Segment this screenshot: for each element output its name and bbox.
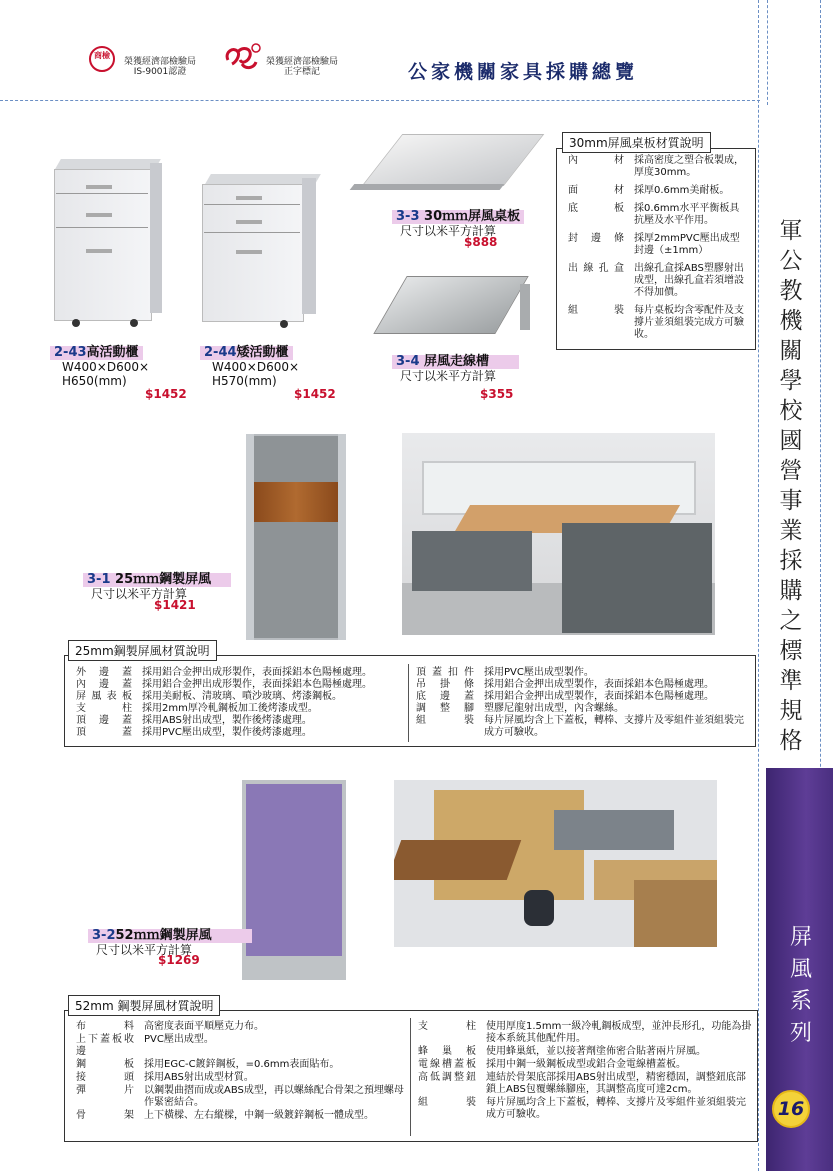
cert2-line2: 正字標記 [284,67,321,77]
side-vertical-char: 標 [779,638,803,664]
series-label-char: 屏 [789,925,812,950]
spec-key: 支柱 [76,703,132,714]
spec-key: 內邊蓋 [76,679,132,690]
spec52-right [418,1021,752,1122]
spec-key: 調整腳 [416,703,474,714]
series-label-char: 系 [789,989,812,1014]
spec-row [76,1072,406,1084]
right-divider [758,0,759,1171]
spec-value: 上下橫樑、左右縱樑，中鋼一級鍍鋅鋼板一體成型。 [144,1110,374,1121]
office-photo-1 [402,433,715,635]
spec-row [76,1034,406,1058]
spec-key: 外邊蓋 [76,667,132,678]
spec-value: 採用PVC壓出成型，製作後烤漆處理。 [142,727,312,738]
spec-value: 每片桌板均含零配件及支撐片並須組裝完成方可驗收。 [634,305,744,340]
cert1-line2: IS-9001認證 [133,67,187,77]
spec-key: 上下蓋板收邊 [76,1034,134,1057]
spec-value: PVC壓出成型。 [144,1034,214,1045]
spec-key: 彈片 [76,1085,134,1096]
product-32-code: 3-2 [92,928,116,943]
spec-key: 蜂巢板 [418,1046,476,1057]
cert1-seal-icon: 商檢 [89,46,115,72]
spec-row [416,703,750,715]
spec-value: 採用美耐板、清玻璃、噴沙玻璃、烤漆鋼板。 [142,691,342,702]
side-vertical-char: 事 [779,488,803,514]
panel-25mm-image [240,434,350,640]
spec-key: 出線孔盒 [568,263,624,274]
product-243-dim2: H650(mm) [62,374,127,388]
spec-value: 以鋼製曲摺而成或ABS成型，再以螺絲配合骨架之預埋螺母作緊密結合。 [144,1085,404,1108]
cable-tray-image [360,268,545,348]
product-31-price: $1421 [154,598,196,612]
spec-row [416,691,750,703]
spec-value: 出線孔盒採ABS塑膠射出成型，出線孔盒若須增設不得加價。 [634,263,744,298]
product-243 [50,345,149,388]
spec-row [416,715,750,739]
spec30-title: 30mm屏風桌板材質說明 [562,132,711,153]
spec-value: 採高密度之塑合板製成，厚度30mm。 [634,155,744,178]
spec-value: 高密度表面平順壓克力布。 [144,1021,264,1032]
spec-row [416,667,750,679]
page-title: 公家機關家具採購總覽 [408,61,639,83]
side-vertical-char: 規 [779,698,803,724]
spec-row [76,703,404,715]
product-243-price: $1452 [145,387,187,401]
page-number: 16 [772,1090,810,1128]
side-vertical-char: 學 [779,368,803,394]
cert2-line1: 榮獲經濟部檢驗局 [266,57,339,67]
spec-row [568,263,748,299]
product-33 [392,209,524,238]
spec-key: 鋼板 [76,1059,134,1070]
spec-row [76,667,404,679]
spec-key: 底邊蓋 [416,691,474,702]
spec-row [568,233,748,257]
spec-key: 頂蓋扣件 [416,667,474,678]
side-vertical-char: 業 [779,518,803,544]
spec-value: 每片屏風均含上下蓋板，轉棒、支撐片及零組件並須組裝完成方可驗收。 [486,1097,746,1120]
spec-row [418,1021,752,1045]
spec-row [76,727,404,739]
panel-52mm-image [238,780,350,980]
spec-key: 頂蓋 [76,727,132,738]
spec52-title: 52mm 鋼製屏風材質說明 [68,995,220,1016]
spec-value: 採用中鋼一級鋼板成型或鋁合金電線槽蓋板。 [486,1059,686,1070]
product-243-code: 2-43 [54,345,87,360]
spec-key: 接頭 [76,1072,134,1083]
spec-row [418,1072,752,1096]
side-vertical-char: 之 [779,608,803,634]
spec-key: 電線槽蓋板 [418,1059,476,1070]
spec-value: 採用鋁合金押出成型製作，表面採鋁本色陽極處理。 [484,691,714,702]
cert1 [124,57,196,77]
spec-key: 吊掛條 [416,679,474,690]
office-photo-2 [394,780,717,947]
product-34 [392,354,519,383]
series-label-char: 列 [789,1021,812,1046]
series-label [786,922,816,1050]
spec-value: 採用鋁合金押出成型製作，表面採鋁本色陽極處理。 [484,679,714,690]
spec-key: 布料 [76,1021,134,1032]
spec-value: 採用鋁合金押出成形製作，表面採鋁本色陽極處理。 [142,679,372,690]
spec25-left [76,667,404,739]
spec-value: 連結於骨架底部採用ABS射出成型，精密穩固，調整鈕底部鎖上ABS包覆螺絲腳座，其調整高度可達2cm。 [486,1072,746,1095]
spec-value: 使用厚度1.5mm一級冷軋鋼板成型，並沖長形孔，功能為掛接本系統其他配件用。 [486,1021,752,1044]
spec-key: 組裝 [416,715,474,726]
spec-row [418,1046,752,1058]
spec-key: 底板 [568,203,624,214]
side-vertical-char: 校 [779,398,803,424]
spec-row [76,679,404,691]
product-33-price: $888 [464,235,498,249]
side-vertical-char: 準 [779,668,803,694]
spec-row [418,1059,752,1071]
series-label-char: 風 [789,957,812,982]
spec-value: 使用蜂巢紙，並以接著劑塗佈密合貼著兩片屏風。 [486,1046,706,1057]
spec-value: 採厚2mmPVC壓出成型封邊（±1mm） [634,233,740,256]
spec-key: 高低調整鈕 [418,1072,476,1083]
spec-row [568,185,748,197]
spec-key: 屏風表板 [76,691,132,702]
product-34-unit: 尺寸以米平方計算 [400,369,497,383]
side-vertical-text [776,216,806,756]
product-34-code: 3-4 [396,354,420,369]
spec-value: 採厚0.6mm美耐板。 [634,185,730,196]
cert1-line1: 榮獲經濟部檢驗局 [124,57,197,67]
spec-key: 面材 [568,185,624,196]
side-vertical-char: 公 [779,248,803,274]
right-divider-2 [767,0,768,105]
spec-row [76,1059,406,1071]
spec52-left [76,1021,406,1123]
spec-row [416,679,750,691]
spec-value: 採用PVC壓出成型製作。 [484,667,594,678]
product-244-name: 矮活動櫃 [236,345,289,360]
spec-key: 組裝 [418,1097,476,1108]
spec-value: 塑膠尼龍射出成型，內含螺絲。 [484,703,624,714]
top-divider [0,100,760,101]
product-244 [200,345,299,388]
product-31 [83,572,231,601]
spec-key: 支柱 [418,1021,476,1032]
product-32-price: $1269 [158,953,200,967]
spec-row [76,1085,406,1109]
spec-value: 採用EGC-C鍍鋅鋼板，=0.6mm表面貼布。 [144,1059,340,1070]
spec25-title: 25mm鋼製屏風材質說明 [68,640,217,661]
spec-row [418,1097,752,1121]
product-34-name: 屏風走線槽 [424,354,490,369]
spec-key: 內材 [568,155,624,166]
side-vertical-char: 教 [779,278,803,304]
product-33-unit: 尺寸以米平方計算 [400,224,497,238]
spec30-list [568,155,748,347]
spec-row [76,715,404,727]
spec25-right [416,667,750,739]
spec-key: 組裝 [568,305,624,316]
side-vertical-char: 格 [779,728,803,754]
side-vertical-char: 軍 [779,218,803,244]
spec-row [76,1110,406,1122]
spec-row [568,305,748,341]
spec-row [568,155,748,179]
product-244-price: $1452 [294,387,336,401]
product-244-code: 2-44 [204,345,237,360]
product-31-name: 25ｍｍ鋼製屏風 [115,572,212,587]
side-vertical-char: 機 [779,308,803,334]
spec52-divider [410,1018,411,1136]
product-243-name: 高活動櫃 [86,345,139,360]
spec-value: 採0.6mm水平平衡板具抗壓及水平作用。 [634,203,740,226]
product-33-code: 3-3 [396,209,420,224]
cabinet-243-image [52,155,164,330]
product-32-name: 52ｍｍ鋼製屏風 [115,928,212,943]
cabinet-244-image [200,170,328,330]
product-244-dim2: H570(mm) [212,374,277,388]
spec-row [76,1021,406,1033]
spec-value: 採用鋁合金押出成形製作，表面採鋁本色陽極處理。 [142,667,372,678]
product-33-name: 30ｍｍ屏風桌板 [424,209,521,224]
spec-key: 骨架 [76,1110,134,1121]
side-vertical-char: 營 [779,458,803,484]
product-31-unit: 尺寸以米平方計算 [91,587,188,601]
spec-value: 每片屏風均含上下蓋板，轉棒、支撐片及零組件並須組裝完成方可驗收。 [484,715,744,738]
spec-key: 封邊條 [568,233,624,244]
desktop-board-image [342,128,556,208]
spec-value: 採用ABS射出成型，製作後烤漆處理。 [142,715,312,726]
spec-key: 頂邊蓋 [76,715,132,726]
product-243-dim1: W400×D600× [62,360,150,374]
product-31-code: 3-1 [87,572,111,587]
cert2 [266,57,338,77]
product-34-price: $355 [480,387,514,401]
spec-value: 採用ABS射出成型材質。 [144,1072,254,1083]
spec-row [568,203,748,227]
side-vertical-char: 採 [779,548,803,574]
side-vertical-char: 購 [779,578,803,604]
spec-row [76,691,404,703]
side-vertical-char: 關 [779,338,803,364]
side-vertical-char: 國 [779,428,803,454]
spec25-divider [408,664,409,742]
product-32-unit: 尺寸以米平方計算 [96,943,193,957]
spec-value: 採用2mm厚冷軋鋼板加工後烤漆成型。 [142,703,318,714]
cert2-mark-icon [222,42,262,76]
product-244-dim1: W400×D600× [212,360,300,374]
